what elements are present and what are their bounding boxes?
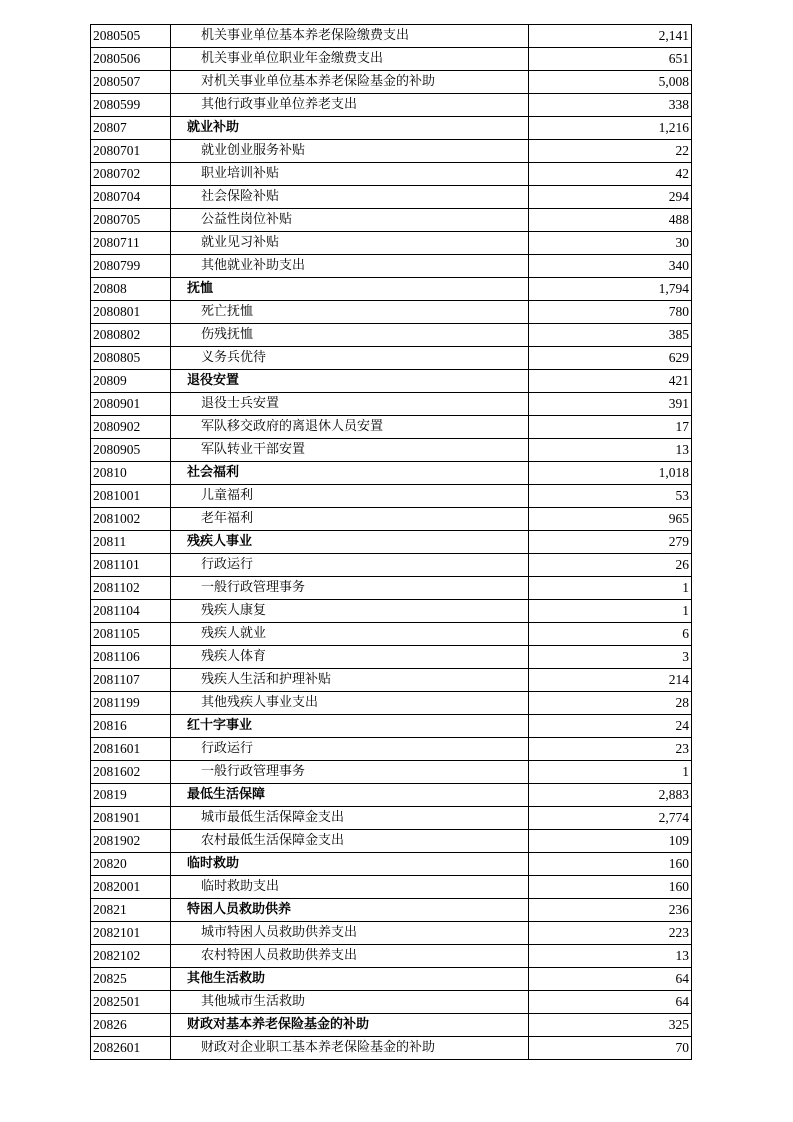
subject-name-cell: 残疾人体育 <box>171 646 529 669</box>
table-row <box>91 807 692 830</box>
table-row <box>91 324 692 347</box>
amount-cell: 23 <box>529 738 692 761</box>
subject-code-cell: 2080802 <box>91 324 171 347</box>
amount-cell: 1 <box>529 577 692 600</box>
table-row <box>91 301 692 324</box>
table-row <box>91 347 692 370</box>
subject-name-cell: 残疾人事业 <box>171 531 529 554</box>
subject-code-cell: 2080702 <box>91 163 171 186</box>
subject-code-cell: 20809 <box>91 370 171 393</box>
amount-cell: 488 <box>529 209 692 232</box>
table-row <box>91 876 692 899</box>
amount-cell: 325 <box>529 1014 692 1037</box>
table-row <box>91 508 692 531</box>
subject-name-cell: 退役士兵安置 <box>171 393 529 416</box>
subject-name-cell: 其他城市生活救助 <box>171 991 529 1014</box>
amount-cell: 338 <box>529 94 692 117</box>
subject-code-cell: 2082601 <box>91 1037 171 1060</box>
amount-cell: 5,008 <box>529 71 692 94</box>
category-row <box>91 370 692 393</box>
subject-name-cell: 行政运行 <box>171 738 529 761</box>
amount-cell: 13 <box>529 439 692 462</box>
subject-code-cell: 2080599 <box>91 94 171 117</box>
subject-name-cell: 公益性岗位补贴 <box>171 209 529 232</box>
table-row <box>91 393 692 416</box>
amount-cell: 42 <box>529 163 692 186</box>
table-row <box>91 991 692 1014</box>
amount-cell: 26 <box>529 554 692 577</box>
subject-name-cell: 其他残疾人事业支出 <box>171 692 529 715</box>
subject-code-cell: 2082501 <box>91 991 171 1014</box>
subject-name-cell: 临时救助 <box>171 853 529 876</box>
subject-code-cell: 2081602 <box>91 761 171 784</box>
table-row <box>91 646 692 669</box>
subject-code-cell: 2080701 <box>91 140 171 163</box>
budget-expenditure-table <box>90 24 692 1060</box>
amount-cell: 24 <box>529 715 692 738</box>
amount-cell: 385 <box>529 324 692 347</box>
category-row <box>91 968 692 991</box>
subject-code-cell: 20825 <box>91 968 171 991</box>
subject-code-cell: 2081199 <box>91 692 171 715</box>
table-row <box>91 830 692 853</box>
table-row <box>91 232 692 255</box>
subject-name-cell: 军队移交政府的离退休人员安置 <box>171 416 529 439</box>
subject-code-cell: 20821 <box>91 899 171 922</box>
table-row <box>91 738 692 761</box>
amount-cell: 2,141 <box>529 25 692 48</box>
table-row <box>91 416 692 439</box>
amount-cell: 13 <box>529 945 692 968</box>
category-row <box>91 715 692 738</box>
amount-cell: 17 <box>529 416 692 439</box>
table-row <box>91 554 692 577</box>
category-row <box>91 462 692 485</box>
table-row <box>91 186 692 209</box>
amount-cell: 1,794 <box>529 278 692 301</box>
amount-cell: 2,774 <box>529 807 692 830</box>
category-row <box>91 278 692 301</box>
subject-name-cell: 其他生活救助 <box>171 968 529 991</box>
subject-name-cell: 社会保险补贴 <box>171 186 529 209</box>
subject-name-cell: 农村特困人员救助供养支出 <box>171 945 529 968</box>
amount-cell: 279 <box>529 531 692 554</box>
subject-code-cell: 20820 <box>91 853 171 876</box>
subject-name-cell: 就业创业服务补贴 <box>171 140 529 163</box>
amount-cell: 109 <box>529 830 692 853</box>
amount-cell: 2,883 <box>529 784 692 807</box>
subject-code-cell: 2081106 <box>91 646 171 669</box>
amount-cell: 780 <box>529 301 692 324</box>
subject-code-cell: 2080799 <box>91 255 171 278</box>
table-row <box>91 485 692 508</box>
subject-name-cell: 一般行政管理事务 <box>171 761 529 784</box>
amount-cell: 160 <box>529 876 692 899</box>
amount-cell: 30 <box>529 232 692 255</box>
category-row <box>91 531 692 554</box>
category-row <box>91 117 692 140</box>
subject-name-cell: 机关事业单位基本养老保险缴费支出 <box>171 25 529 48</box>
subject-name-cell: 残疾人就业 <box>171 623 529 646</box>
table-row <box>91 94 692 117</box>
subject-name-cell: 儿童福利 <box>171 485 529 508</box>
subject-code-cell: 2081002 <box>91 508 171 531</box>
subject-code-cell: 2080805 <box>91 347 171 370</box>
subject-code-cell: 2081104 <box>91 600 171 623</box>
subject-name-cell: 老年福利 <box>171 508 529 531</box>
subject-code-cell: 2081105 <box>91 623 171 646</box>
table-row <box>91 669 692 692</box>
amount-cell: 1,216 <box>529 117 692 140</box>
subject-code-cell: 2081102 <box>91 577 171 600</box>
table-row <box>91 761 692 784</box>
subject-code-cell: 2081902 <box>91 830 171 853</box>
subject-name-cell: 残疾人生活和护理补贴 <box>171 669 529 692</box>
subject-code-cell: 2081901 <box>91 807 171 830</box>
table-row <box>91 71 692 94</box>
subject-code-cell: 2080506 <box>91 48 171 71</box>
subject-code-cell: 2080711 <box>91 232 171 255</box>
table-row <box>91 945 692 968</box>
subject-name-cell: 机关事业单位职业年金缴费支出 <box>171 48 529 71</box>
subject-code-cell: 20826 <box>91 1014 171 1037</box>
table-row <box>91 577 692 600</box>
subject-code-cell: 20807 <box>91 117 171 140</box>
category-row <box>91 1014 692 1037</box>
amount-cell: 70 <box>529 1037 692 1060</box>
table-row <box>91 140 692 163</box>
subject-name-cell: 城市最低生活保障金支出 <box>171 807 529 830</box>
amount-cell: 340 <box>529 255 692 278</box>
subject-name-cell: 义务兵优待 <box>171 347 529 370</box>
subject-name-cell: 就业补助 <box>171 117 529 140</box>
table-row <box>91 692 692 715</box>
table-body <box>91 25 692 1060</box>
amount-cell: 965 <box>529 508 692 531</box>
amount-cell: 1 <box>529 761 692 784</box>
amount-cell: 22 <box>529 140 692 163</box>
subject-code-cell: 20811 <box>91 531 171 554</box>
subject-name-cell: 退役安置 <box>171 370 529 393</box>
subject-name-cell: 临时救助支出 <box>171 876 529 899</box>
amount-cell: 391 <box>529 393 692 416</box>
subject-name-cell: 伤残抚恤 <box>171 324 529 347</box>
amount-cell: 294 <box>529 186 692 209</box>
subject-name-cell: 军队转业干部安置 <box>171 439 529 462</box>
table-row <box>91 255 692 278</box>
table-row <box>91 1037 692 1060</box>
subject-name-cell: 红十字事业 <box>171 715 529 738</box>
subject-code-cell: 2081101 <box>91 554 171 577</box>
amount-cell: 1 <box>529 600 692 623</box>
amount-cell: 3 <box>529 646 692 669</box>
subject-name-cell: 社会福利 <box>171 462 529 485</box>
category-row <box>91 853 692 876</box>
subject-name-cell: 对机关事业单位基本养老保险基金的补助 <box>171 71 529 94</box>
category-row <box>91 899 692 922</box>
table-row <box>91 209 692 232</box>
subject-name-cell: 其他就业补助支出 <box>171 255 529 278</box>
subject-code-cell: 2080507 <box>91 71 171 94</box>
amount-cell: 651 <box>529 48 692 71</box>
subject-name-cell: 职业培训补贴 <box>171 163 529 186</box>
subject-name-cell: 抚恤 <box>171 278 529 301</box>
subject-code-cell: 2080801 <box>91 301 171 324</box>
subject-code-cell: 20816 <box>91 715 171 738</box>
subject-code-cell: 2082102 <box>91 945 171 968</box>
subject-name-cell: 财政对企业职工基本养老保险基金的补助 <box>171 1037 529 1060</box>
amount-cell: 421 <box>529 370 692 393</box>
subject-name-cell: 一般行政管理事务 <box>171 577 529 600</box>
amount-cell: 64 <box>529 968 692 991</box>
amount-cell: 160 <box>529 853 692 876</box>
subject-name-cell: 死亡抚恤 <box>171 301 529 324</box>
subject-code-cell: 2081601 <box>91 738 171 761</box>
amount-cell: 214 <box>529 669 692 692</box>
subject-code-cell: 20808 <box>91 278 171 301</box>
table-row <box>91 600 692 623</box>
subject-name-cell: 农村最低生活保障金支出 <box>171 830 529 853</box>
table-row <box>91 25 692 48</box>
subject-name-cell: 财政对基本养老保险基金的补助 <box>171 1014 529 1037</box>
table-row <box>91 163 692 186</box>
subject-code-cell: 2082101 <box>91 922 171 945</box>
subject-code-cell: 2080705 <box>91 209 171 232</box>
category-row <box>91 784 692 807</box>
subject-name-cell: 城市特困人员救助供养支出 <box>171 922 529 945</box>
amount-cell: 1,018 <box>529 462 692 485</box>
subject-code-cell: 2081001 <box>91 485 171 508</box>
subject-name-cell: 特困人员救助供养 <box>171 899 529 922</box>
amount-cell: 28 <box>529 692 692 715</box>
subject-name-cell: 就业见习补贴 <box>171 232 529 255</box>
amount-cell: 64 <box>529 991 692 1014</box>
subject-code-cell: 2080505 <box>91 25 171 48</box>
subject-code-cell: 2080901 <box>91 393 171 416</box>
table-row <box>91 439 692 462</box>
subject-code-cell: 2080704 <box>91 186 171 209</box>
amount-cell: 236 <box>529 899 692 922</box>
subject-code-cell: 2080905 <box>91 439 171 462</box>
table-row <box>91 48 692 71</box>
amount-cell: 53 <box>529 485 692 508</box>
subject-code-cell: 20819 <box>91 784 171 807</box>
amount-cell: 629 <box>529 347 692 370</box>
table-row <box>91 922 692 945</box>
amount-cell: 223 <box>529 922 692 945</box>
subject-code-cell: 20810 <box>91 462 171 485</box>
subject-code-cell: 2082001 <box>91 876 171 899</box>
subject-code-cell: 2081107 <box>91 669 171 692</box>
subject-name-cell: 最低生活保障 <box>171 784 529 807</box>
table-row <box>91 623 692 646</box>
subject-name-cell: 其他行政事业单位养老支出 <box>171 94 529 117</box>
subject-code-cell: 2080902 <box>91 416 171 439</box>
subject-name-cell: 残疾人康复 <box>171 600 529 623</box>
amount-cell: 6 <box>529 623 692 646</box>
subject-name-cell: 行政运行 <box>171 554 529 577</box>
